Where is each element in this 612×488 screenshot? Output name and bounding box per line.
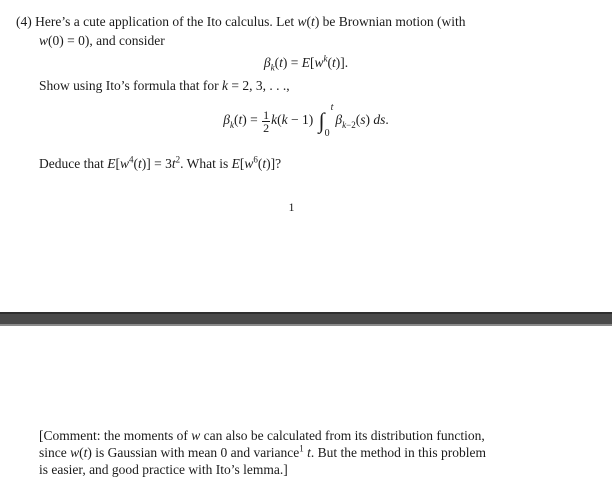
integral-sign: ∫ t 0 bbox=[318, 102, 334, 139]
problem-line-3: Show using Ito’s formula that for k = 2, 3, . . ., bbox=[39, 78, 290, 93]
equation-ito-recursion: $\beta_k(t)$ = $\frac{1}{2}$ k(k − 1) ∫ t 0 $\beta_{k-2}(s)$ ds. bbox=[223, 102, 389, 139]
page-2 bbox=[0, 326, 612, 488]
comment-line-2: since w(t) is Gaussian with mean 0 and variance$^1$ t. But the method in this problem bbox=[39, 443, 486, 460]
problem-number: (4) bbox=[16, 14, 32, 29]
comment-line-3: is easier, and good practice with Ito’s lemma.] bbox=[39, 462, 288, 477]
page-number: 1 bbox=[288, 200, 295, 214]
equation-beta-definition: $\beta_k(t) = E[w^k(t)]$. bbox=[263, 53, 349, 73]
problem-line-1: (4) Here’s a cute application of the Ito calculus. Let w(t) be Brownian motion (with bbox=[16, 14, 466, 29]
page-break-divider bbox=[0, 312, 612, 326]
fraction-one-half: $\frac{1}{2}$ bbox=[263, 107, 270, 135]
problem-line-2: w(0) = 0), and consider bbox=[39, 33, 165, 48]
problem-line-4: Deduce that $E[w^4(t)] = 3t^2$. What is $E[w^6(t)]$? bbox=[39, 154, 282, 171]
comment-line-1: [Comment: the moments of w can also be calculated from its distribution function, bbox=[39, 428, 485, 443]
